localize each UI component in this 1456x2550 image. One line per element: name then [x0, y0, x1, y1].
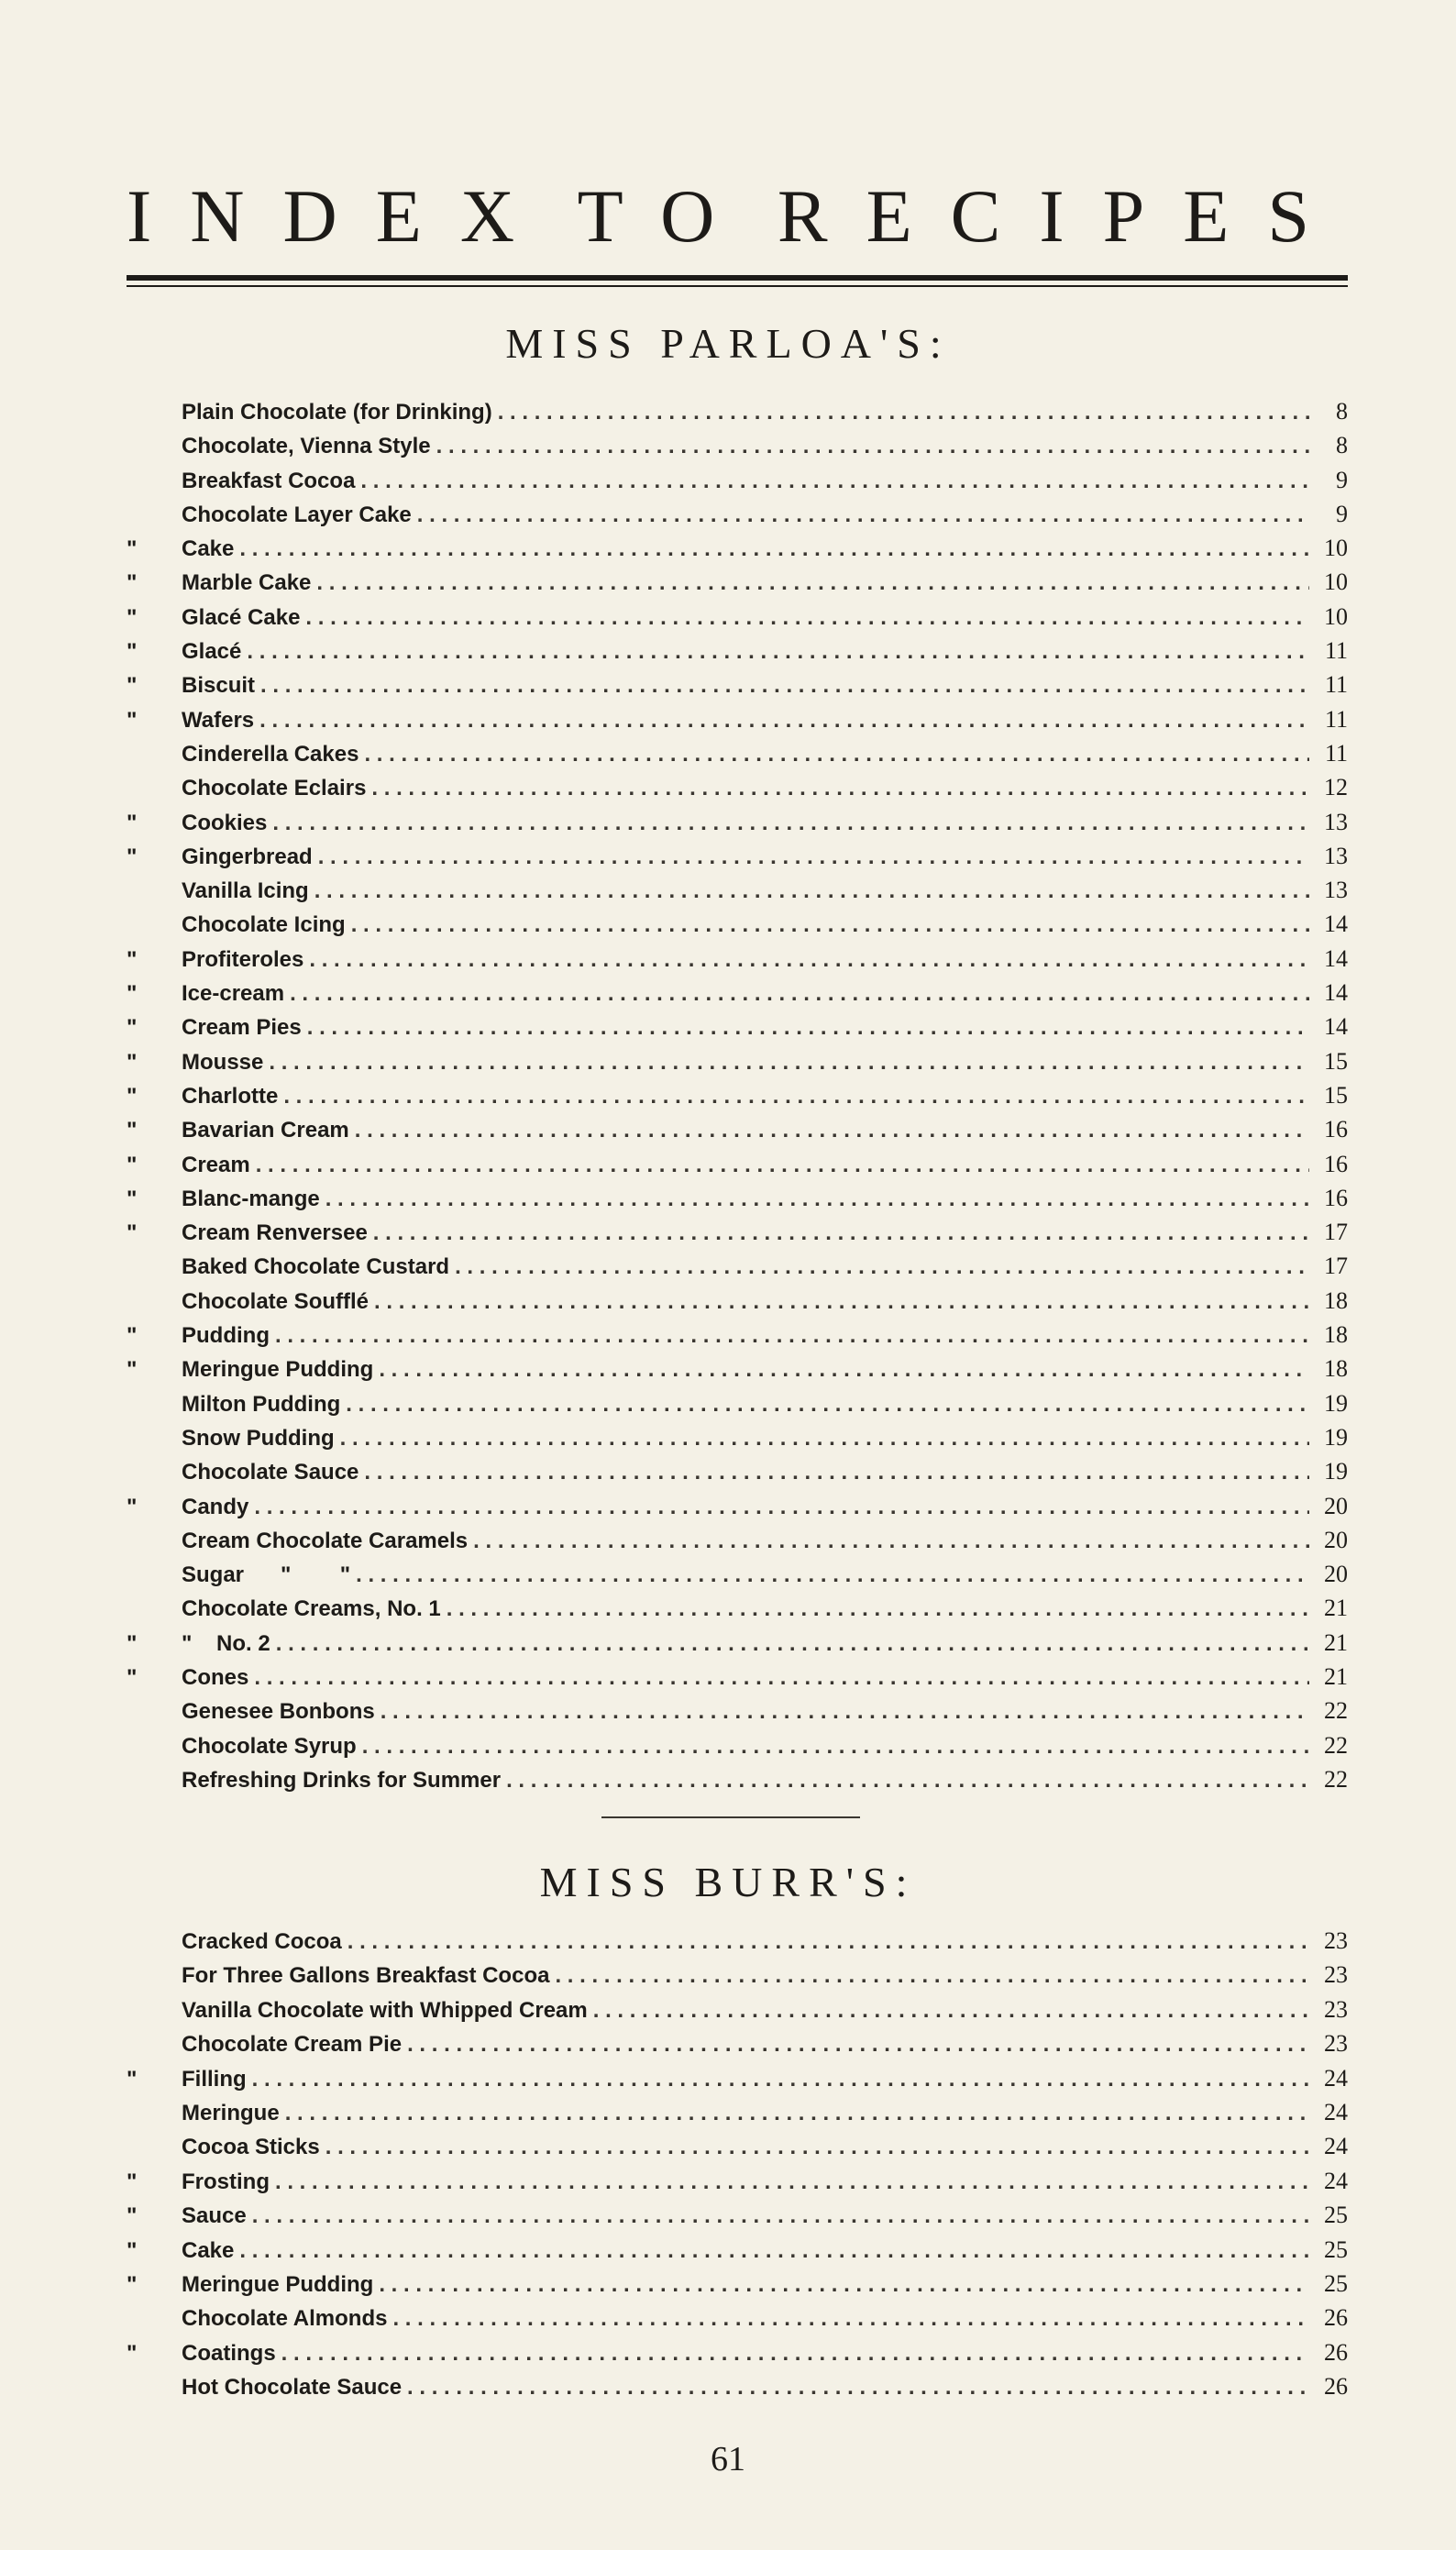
index-entry: [127, 463, 1348, 497]
dot-leader: [247, 635, 1309, 668]
index-entry: [127, 1660, 1348, 1694]
ditto-mark: ": [127, 570, 138, 596]
index-entry: [127, 394, 1348, 428]
ditto-mark: ": [127, 2237, 138, 2263]
recipe-page-number: 21: [1324, 1628, 1348, 1656]
recipe-page-number: 17: [1324, 1219, 1348, 1246]
ditto-mark: ": [127, 1220, 138, 1246]
recipe-name: Pudding: [182, 1323, 270, 1349]
ditto-mark: ": [127, 536, 138, 562]
dot-leader: [447, 1592, 1309, 1625]
ditto-mark: ": [127, 2169, 138, 2194]
dot-leader: [373, 1216, 1309, 1249]
dot-leader: [392, 2302, 1309, 2335]
recipe-page-number: 17: [1324, 1253, 1348, 1280]
index-entry: [127, 2198, 1348, 2232]
dot-leader: [506, 1763, 1309, 1796]
recipe-name: Frosting: [182, 2169, 270, 2194]
recipe-name: Vanilla Icing: [182, 878, 309, 904]
dot-leader: [436, 429, 1309, 462]
index-entry: [127, 1078, 1348, 1112]
recipe-page-number: 22: [1324, 1697, 1348, 1725]
index-entry: [127, 668, 1348, 701]
recipe-name: Chocolate Layer Cake: [182, 502, 412, 527]
recipe-page-number: 14: [1324, 944, 1348, 972]
recipe-name: Sugar " ": [182, 1562, 351, 1588]
dot-leader: [269, 1045, 1309, 1078]
ditto-mark: ": [127, 673, 138, 699]
dot-leader: [260, 668, 1309, 701]
recipe-page-number: 14: [1324, 1013, 1348, 1041]
dot-leader: [346, 1387, 1309, 1420]
recipe-name: Refreshing Drinks for Summer: [182, 1767, 502, 1793]
dot-leader: [379, 1352, 1309, 1385]
recipe-name: Chocolate Soufflé: [182, 1288, 370, 1314]
recipe-page-number: 16: [1324, 1116, 1348, 1143]
recipe-name: Hot Chocolate Sauce: [182, 2375, 403, 2401]
recipe-page-number: 11: [1324, 637, 1348, 665]
recipe-name: Snow Pudding: [182, 1425, 335, 1451]
recipe-page-number: 19: [1324, 1389, 1348, 1417]
recipe-page-number: 15: [1324, 1047, 1348, 1075]
index-entry: [127, 976, 1348, 1010]
dot-leader: [356, 1558, 1309, 1591]
recipe-page-number: 23: [1324, 1961, 1348, 1989]
index-entry: [127, 1924, 1348, 1958]
index-entry: [127, 1489, 1348, 1523]
dot-leader: [307, 1010, 1309, 1043]
dot-leader: [276, 1627, 1309, 1660]
section-divider: [601, 1816, 860, 1818]
recipe-page-number: 25: [1324, 2269, 1348, 2297]
recipe-name: Glacé: [182, 639, 242, 665]
recipe-name: Cream Chocolate Caramels: [182, 1528, 469, 1553]
recipe-page-number: 8: [1336, 398, 1348, 425]
ditto-mark: ": [127, 1049, 138, 1075]
dot-leader: [254, 1661, 1309, 1694]
dot-leader: [381, 1694, 1309, 1728]
dot-leader: [305, 601, 1309, 634]
ditto-mark: ": [127, 2203, 138, 2229]
recipe-page-number: 8: [1336, 432, 1348, 459]
index-entry: [127, 1420, 1348, 1454]
recipe-name: Ice-cream: [182, 981, 285, 1007]
recipe-name: Milton Pudding: [182, 1391, 341, 1417]
dot-leader: [360, 464, 1309, 497]
recipe-page-number: 18: [1324, 1321, 1348, 1349]
index-entry: [127, 1958, 1348, 1992]
dot-leader: [318, 840, 1309, 873]
dot-leader: [259, 703, 1309, 736]
recipe-page-number: 26: [1324, 2373, 1348, 2401]
section-heading-burr: MISS BURR'S:: [539, 1859, 917, 1905]
recipe-name: " No. 2: [182, 1630, 270, 1656]
recipe-name: Cake: [182, 2237, 235, 2263]
ditto-mark: ": [127, 639, 138, 665]
ditto-mark: ": [127, 1015, 138, 1041]
recipe-page-number: 12: [1324, 774, 1348, 801]
recipe-page-number: 20: [1324, 1561, 1348, 1588]
recipe-page-number: 26: [1324, 2304, 1348, 2332]
title-word-recipes: RECIPES: [777, 174, 1348, 258]
dot-leader: [272, 806, 1309, 839]
index-entry: [127, 1284, 1348, 1318]
recipe-name: Meringue: [182, 2100, 280, 2125]
recipe-page-number: 21: [1324, 1595, 1348, 1622]
ditto-mark: ": [127, 1357, 138, 1383]
recipe-name: Breakfast Cocoa: [182, 468, 356, 493]
dot-leader: [309, 943, 1309, 976]
dot-leader: [374, 1285, 1309, 1318]
recipe-page-number: 20: [1324, 1526, 1348, 1553]
dot-leader: [362, 1729, 1309, 1762]
recipe-page-number: 10: [1324, 569, 1348, 596]
recipe-page-number: 16: [1324, 1150, 1348, 1177]
ditto-mark: ": [127, 1630, 138, 1656]
recipe-list-parloa: [127, 394, 1348, 1796]
dot-leader: [281, 2336, 1309, 2369]
dot-leader: [371, 771, 1309, 804]
dot-leader: [351, 908, 1309, 941]
recipe-page-number: 13: [1324, 842, 1348, 869]
index-entry: [127, 1762, 1348, 1796]
index-entry: [127, 2369, 1348, 2403]
index-entry: [127, 2301, 1348, 2335]
recipe-name: Meringue Pudding: [182, 2271, 374, 2297]
recipe-page-number: 13: [1324, 808, 1348, 835]
index-entry: [127, 1728, 1348, 1762]
recipe-page-number: 24: [1324, 2133, 1348, 2160]
index-entry: [127, 839, 1348, 873]
ditto-mark: ": [127, 2271, 138, 2297]
ditto-mark: ": [127, 946, 138, 972]
index-entry: [127, 2095, 1348, 2129]
dot-leader: [314, 874, 1309, 907]
recipe-page-number: 23: [1324, 1995, 1348, 2023]
index-entry: [127, 1249, 1348, 1283]
index-entry: [127, 1523, 1348, 1557]
dot-leader: [407, 2370, 1309, 2403]
index-entry: [127, 1112, 1348, 1146]
dot-leader: [379, 2268, 1309, 2301]
title-word-to: TO: [577, 174, 754, 258]
recipe-name: Genesee Bonbons: [182, 1699, 375, 1725]
recipe-name: Coatings: [182, 2340, 276, 2366]
dot-leader: [364, 1455, 1309, 1488]
index-entry: [127, 1181, 1348, 1215]
dot-leader: [252, 2199, 1309, 2232]
recipe-name: Profiteroles: [182, 946, 304, 972]
ditto-mark: ": [127, 1118, 138, 1143]
recipe-name: Sauce: [182, 2203, 247, 2229]
recipe-page-number: 23: [1324, 2030, 1348, 2058]
recipe-name: Biscuit: [182, 673, 256, 699]
dot-leader: [347, 1925, 1309, 1958]
recipe-name: Cake: [182, 536, 235, 562]
index-entry: [127, 770, 1348, 804]
ditto-mark: ": [127, 1323, 138, 1349]
ditto-mark: ": [127, 707, 138, 733]
recipe-page-number: 24: [1324, 2167, 1348, 2194]
recipe-name: Cream Pies: [182, 1015, 302, 1041]
recipe-page-number: 18: [1324, 1355, 1348, 1383]
index-entry: [127, 2026, 1348, 2060]
recipe-page-number: 9: [1336, 466, 1348, 493]
recipe-name: Chocolate Syrup: [182, 1733, 357, 1759]
recipe-name: Chocolate Cream Pie: [182, 2032, 403, 2058]
index-entry: [127, 634, 1348, 668]
ditto-mark: ": [127, 2340, 138, 2366]
dot-leader: [325, 2130, 1309, 2163]
dot-leader: [290, 977, 1309, 1010]
index-entry: [127, 1454, 1348, 1488]
recipe-page-number: 15: [1324, 1081, 1348, 1109]
recipe-page-number: 25: [1324, 2202, 1348, 2229]
section-heading-parloa: MISS PARLOA'S:: [505, 320, 951, 367]
recipe-name: Plain Chocolate (for Drinking): [182, 400, 492, 425]
ditto-mark: ": [127, 2066, 138, 2092]
recipe-page-number: 14: [1324, 979, 1348, 1007]
recipe-page-number: 14: [1324, 911, 1348, 938]
index-entry: [127, 1215, 1348, 1249]
index-entry: [127, 1993, 1348, 2026]
recipe-name: Chocolate Eclairs: [182, 776, 367, 801]
index-entry: [127, 1044, 1348, 1078]
index-entry: [127, 1352, 1348, 1385]
index-entry: [127, 2335, 1348, 2369]
dot-leader: [555, 1959, 1309, 1992]
index-entry: [127, 1626, 1348, 1660]
dot-leader: [593, 1993, 1309, 2026]
dot-leader: [239, 532, 1309, 565]
recipe-name: Chocolate Almonds: [182, 2306, 388, 2332]
dot-leader: [316, 566, 1309, 599]
dot-leader: [275, 2165, 1309, 2198]
recipe-name: Chocolate Icing: [182, 912, 346, 938]
recipe-page-number: 23: [1324, 1927, 1348, 1954]
recipe-name: Candy: [182, 1494, 249, 1519]
index-entry: [127, 805, 1348, 839]
recipe-name: Baked Chocolate Custard: [182, 1254, 450, 1280]
ditto-mark: ": [127, 981, 138, 1007]
title-rule-thin: [127, 285, 1348, 287]
dot-leader: [256, 1148, 1309, 1181]
recipe-name: Cones: [182, 1664, 249, 1690]
index-entry: [127, 2233, 1348, 2267]
recipe-name: Marble Cake: [182, 570, 312, 596]
dot-leader: [498, 395, 1309, 428]
index-entry: [127, 600, 1348, 634]
recipe-list-burr: [127, 1924, 1348, 2403]
recipe-name: Bavarian Cream: [182, 1118, 349, 1143]
recipe-page-number: 24: [1324, 2098, 1348, 2125]
index-entry: [127, 702, 1348, 736]
dot-leader: [252, 2062, 1309, 2095]
ditto-mark: ": [127, 1494, 138, 1519]
index-entry: [127, 1147, 1348, 1181]
recipe-page-number: 19: [1324, 1423, 1348, 1451]
recipe-page-number: 11: [1324, 671, 1348, 699]
recipe-name: Cinderella Cakes: [182, 741, 359, 767]
index-entry: [127, 531, 1348, 565]
recipe-name: Cookies: [182, 810, 268, 835]
recipe-page-number: 10: [1324, 602, 1348, 630]
dot-leader: [325, 1182, 1309, 1215]
dot-leader: [275, 1319, 1309, 1352]
recipe-page-number: 10: [1324, 535, 1348, 562]
index-entry: [127, 2164, 1348, 2198]
index-entry: [127, 2129, 1348, 2163]
recipe-page-number: 19: [1324, 1458, 1348, 1485]
recipe-page-number: 16: [1324, 1184, 1348, 1211]
recipe-page-number: 9: [1336, 500, 1348, 527]
index-entry: [127, 942, 1348, 976]
dot-leader: [340, 1421, 1309, 1454]
dot-leader: [239, 2234, 1309, 2267]
recipe-page-number: 11: [1324, 705, 1348, 733]
recipe-name: Vanilla Chocolate with Whipped Cream: [182, 1997, 588, 2023]
recipe-page-number: 18: [1324, 1286, 1348, 1314]
index-entry: [127, 873, 1348, 907]
recipe-page-number: 20: [1324, 1492, 1348, 1519]
ditto-mark: ": [127, 810, 138, 835]
recipe-name: Cracked Cocoa: [182, 1929, 342, 1954]
index-entry: [127, 565, 1348, 599]
recipe-page-number: 22: [1324, 1765, 1348, 1793]
recipe-name: Chocolate, Vienna Style: [182, 434, 431, 459]
index-entry: [127, 907, 1348, 941]
index-entry: [127, 1557, 1348, 1591]
recipe-name: Cream Renversee: [182, 1220, 368, 1246]
ditto-mark: ": [127, 1186, 138, 1211]
index-entry: [127, 1386, 1348, 1420]
ditto-mark: ": [127, 844, 138, 869]
recipe-page-number: 13: [1324, 877, 1348, 904]
recipe-name: Wafers: [182, 707, 255, 733]
dot-leader: [283, 1079, 1309, 1112]
ditto-mark: ": [127, 604, 138, 630]
ditto-mark: ": [127, 1083, 138, 1109]
recipe-name: Gingerbread: [182, 844, 313, 869]
title-word-index: INDEX: [127, 174, 554, 258]
recipe-name: Cocoa Sticks: [182, 2135, 320, 2160]
recipe-name: For Three Gallons Breakfast Cocoa: [182, 1963, 550, 1989]
index-entry: [127, 736, 1348, 770]
dot-leader: [355, 1113, 1309, 1146]
index-entry: [127, 2267, 1348, 2301]
recipe-name: Charlotte: [182, 1083, 279, 1109]
index-entry: [127, 1318, 1348, 1352]
dot-leader: [473, 1524, 1309, 1557]
recipe-name: Meringue Pudding: [182, 1357, 374, 1383]
recipe-page-number: 11: [1324, 739, 1348, 767]
page-title: [127, 174, 1348, 258]
recipe-name: Glacé Cake: [182, 604, 301, 630]
recipe-name: Mousse: [182, 1049, 264, 1075]
recipe-page-number: 26: [1324, 2338, 1348, 2366]
recipe-page-number: 21: [1324, 1662, 1348, 1690]
recipe-page-number: 24: [1324, 2064, 1348, 2092]
recipe-name: Chocolate Creams, No. 1: [182, 1596, 441, 1622]
recipe-name: Filling: [182, 2066, 247, 2092]
ditto-mark: ": [127, 1152, 138, 1177]
ditto-mark: ": [127, 1664, 138, 1690]
recipe-page-number: 22: [1324, 1731, 1348, 1759]
recipe-name: Chocolate Sauce: [182, 1460, 359, 1485]
recipe-page-number: 25: [1324, 2235, 1348, 2263]
index-entry: [127, 2061, 1348, 2095]
dot-leader: [417, 498, 1309, 531]
title-rule-thick: [127, 275, 1348, 281]
recipe-name: Blanc-mange: [182, 1186, 320, 1211]
dot-leader: [364, 737, 1309, 770]
index-entry: [127, 1694, 1348, 1728]
dot-leader: [285, 2096, 1309, 2129]
index-entry: [127, 1010, 1348, 1043]
dot-leader: [455, 1250, 1309, 1283]
dot-leader: [254, 1490, 1309, 1523]
page-number: 61: [711, 2440, 745, 2478]
dot-leader: [407, 2027, 1309, 2060]
index-entry: [127, 497, 1348, 531]
index-entry: [127, 1591, 1348, 1625]
index-entry: [127, 428, 1348, 462]
recipe-name: Cream: [182, 1152, 250, 1177]
